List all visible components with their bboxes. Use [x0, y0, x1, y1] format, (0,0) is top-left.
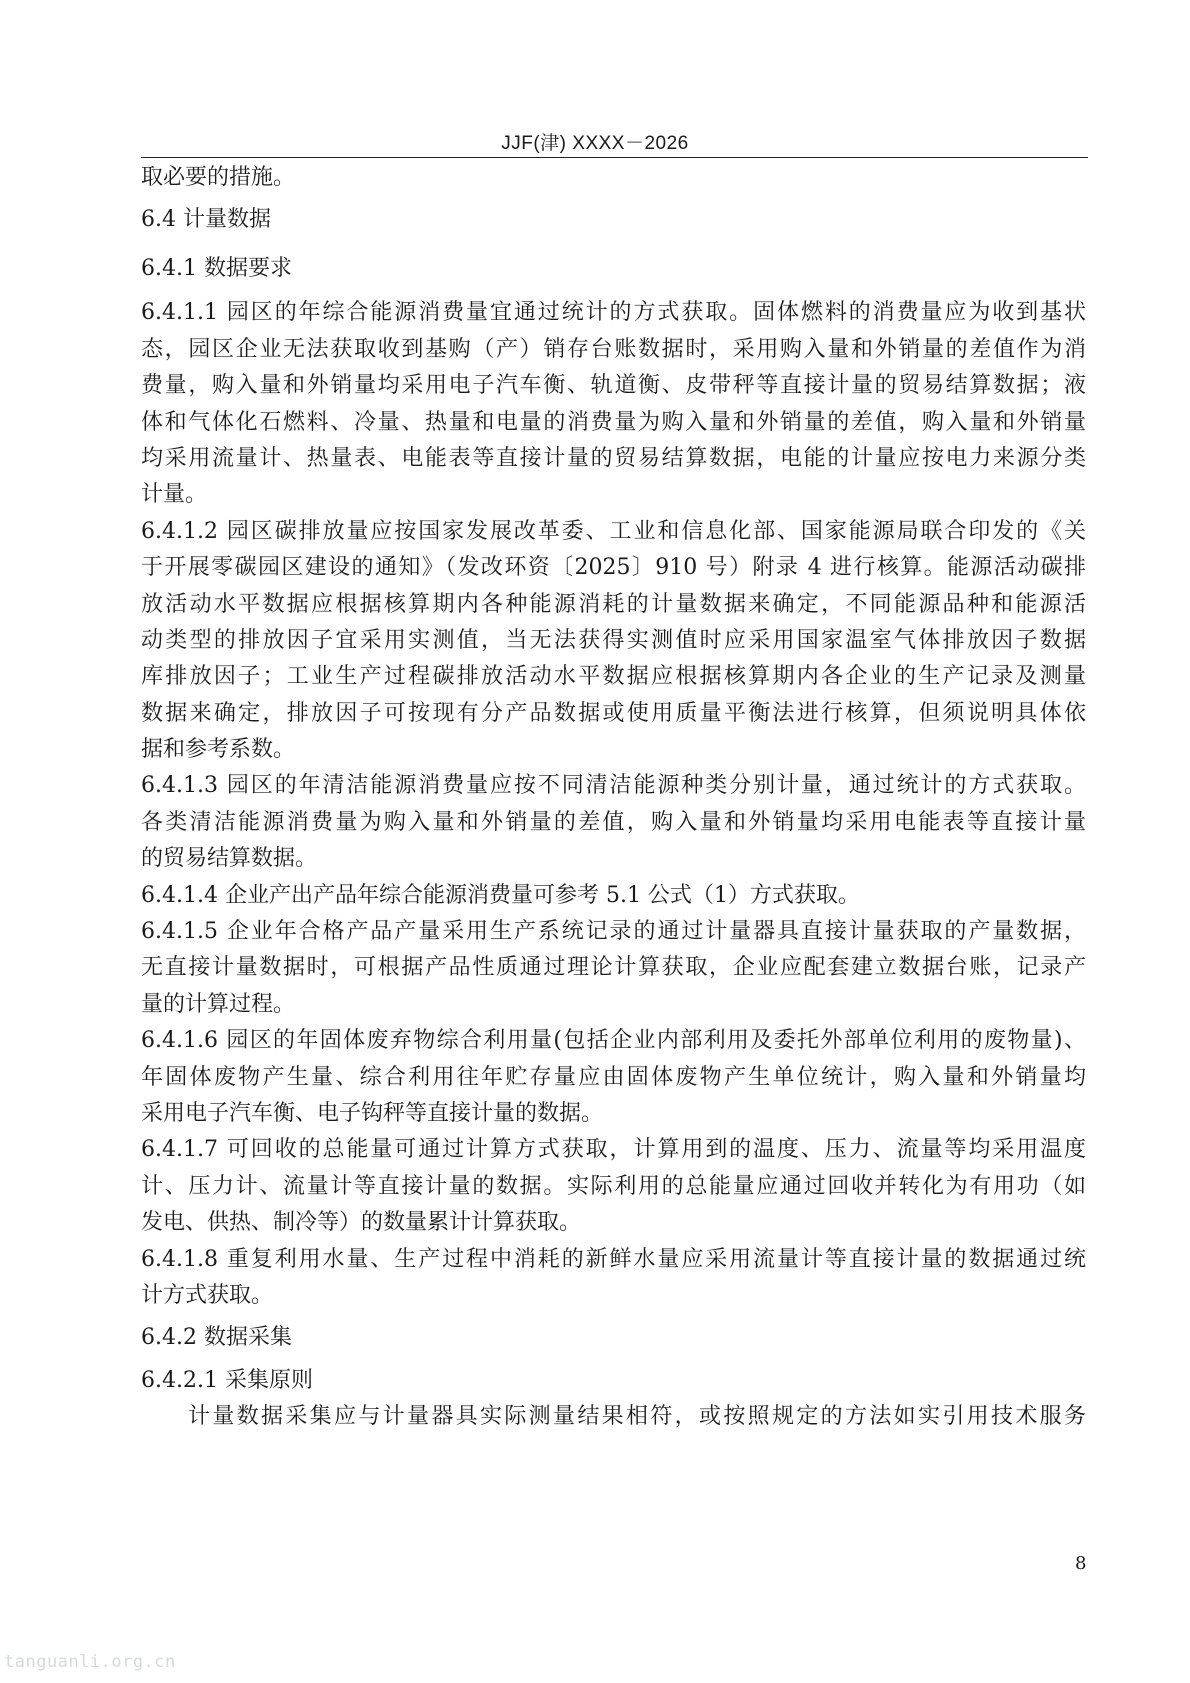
- paragraph-line: 计、压力计、流量计等直接计量的数据。实际利用的总能量应通过回收并转化为有用功（如: [141, 1173, 1086, 1199]
- paragraph-line: 量的计算过程。: [141, 991, 296, 1017]
- document-body: [141, 160, 1086, 1435]
- paragraph-line: 数据来确定，排放因子可按现有分产品数据或使用质量平衡法进行核算，但须说明具体依: [141, 700, 1086, 726]
- paragraph-line: 采用电子汽车衡、电子钩秤等直接计量的数据。: [141, 1100, 604, 1126]
- paragraph-line: 放活动水平数据应根据核算期内各种能源消耗的计量数据来确定，不同能源品种和能源活: [141, 591, 1086, 617]
- paragraph-line: 6.4.1.6 园区的年固体废弃物综合利用量(包括企业内部利用及委托外部单位利用的废物量)、: [141, 1028, 1086, 1054]
- paragraph-line: 计量数据采集应与计量器具实际测量结果相符，或按照规定的方法如实引用技术服务: [188, 1403, 1086, 1429]
- paragraph-line: 库排放因子；工业生产过程碳排放活动水平数据应根据核算期内各企业的生产记录及测量: [141, 664, 1086, 690]
- paragraph-line: 发电、供热、制冷等）的数量累计计算获取。: [141, 1210, 582, 1236]
- paragraph-line: 计量。: [141, 482, 208, 508]
- paragraph-line: 体和气体化石燃料、冷量、热量和电量的消费量为购入量和外销量的差值，购入量和外销量: [141, 409, 1086, 435]
- paragraph-line: 计方式获取。: [141, 1282, 274, 1308]
- paragraph-line: 费量，购入量和外销量均采用电子汽车衡、轨道衡、皮带秤等直接计量的贸易结算数据；液: [141, 373, 1086, 399]
- paragraph-line: 动类型的排放因子宜采用实测值，当无法获得实测值时应采用国家温室气体排放因子数据: [141, 627, 1086, 653]
- paragraph-line: 态，园区企业无法获取收到基购（产）销存台账数据时，采用购入量和外销量的差值作为消: [141, 336, 1086, 362]
- paragraph-line: 6.4.1.2 园区碳排放量应按国家发展改革委、工业和信息化部、国家能源局联合印发的《关: [141, 518, 1086, 544]
- document-header-title: JJF(津) XXXX－2026: [501, 133, 689, 154]
- section-heading-6-4-1: 6.4.1 数据要求: [141, 255, 292, 281]
- section-heading-6-4-2: 6.4.2 数据采集: [141, 1325, 292, 1351]
- paragraph-line: 6.4.1.8 重复利用水量、生产过程中消耗的新鲜水量应采用流量计等直接计量的数据通过统: [141, 1246, 1086, 1272]
- paragraph-line: 年固体废物产生量、综合利用往年贮存量应由固体废物产生单位统计，购入量和外销量均: [141, 1064, 1086, 1090]
- watermark-text: tanguanli.org.cn: [4, 1652, 176, 1672]
- paragraph-line: 6.4.1.7 可回收的总能量可通过计算方式获取，计算用到的温度、压力、流量等均采用温度: [141, 1137, 1086, 1163]
- paragraph-line: 取必要的措施。: [141, 165, 296, 190]
- section-heading-6-4-2-1: 6.4.2.1 采集原则: [141, 1367, 313, 1393]
- paragraph-line: 各类清洁能源消费量为购入量和外销量的差值，购入量和外销量均采用电能表等直接计量: [141, 809, 1086, 835]
- header-rule: [141, 157, 1088, 158]
- page-number: 8: [1075, 1553, 1087, 1574]
- paragraph-line: 6.4.1.1 园区的年综合能源消费量宜通过统计的方式获取。固体燃料的消费量应为收到基状: [141, 299, 1086, 325]
- paragraph-line: 的贸易结算数据。: [141, 846, 318, 872]
- paragraph-line: 无直接计量数据时，可根据产品性质通过理论计算获取，企业应配套建立数据台账，记录产: [141, 955, 1086, 981]
- paragraph-line: 6.4.1.3 园区的年清洁能源消费量应按不同清洁能源种类分别计量，通过统计的方式获取。: [141, 773, 1086, 799]
- paragraph-line: 于开展零碳园区建设的通知》（发改环资〔2025〕910 号）附录 4 进行核算。能源活动碳排: [141, 555, 1086, 581]
- paragraph-line: 据和参考系数。: [141, 737, 296, 763]
- paragraph-line: 均采用流量计、热量表、电能表等直接计量的贸易结算数据，电能的计量应按电力来源分类: [141, 445, 1086, 471]
- paragraph-line: 6.4.1.5 企业年合格产品产量采用生产系统记录的通过计量器具直接计量获取的产量数据，: [141, 919, 1086, 945]
- paragraph-line: 6.4.1.4 企业产出产品年综合能源消费量可参考 5.1 公式（1）方式获取。: [141, 882, 860, 908]
- section-heading-6-4: 6.4 计量数据: [141, 207, 271, 233]
